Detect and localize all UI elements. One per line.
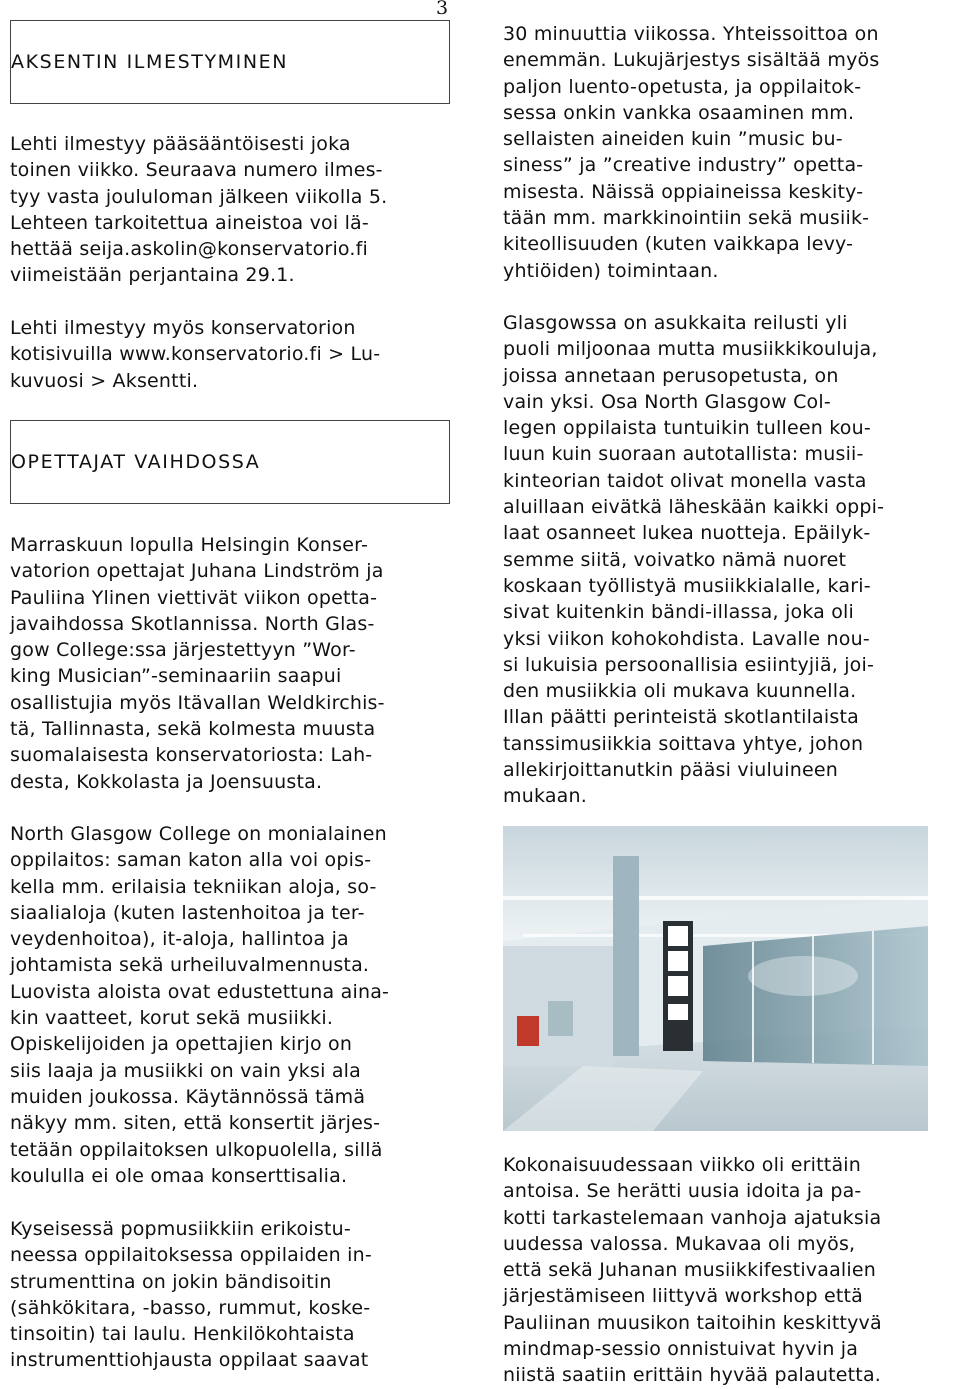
page-number: 3: [436, 0, 449, 19]
heading-box-aksentin-ilmestyminen: [10, 20, 450, 104]
text-line: laat osanneet lukea nuotteja. Epäilyk-: [503, 522, 871, 545]
text-line: siaalialoja (kuten lastenhoitoa ja ter-: [10, 901, 365, 924]
text-line: luun kuin suoraan autotallista: musii-: [503, 443, 864, 466]
text-line: niistä saatiin erittäin hyvää palautetta.: [503, 1364, 882, 1387]
text-line: North Glasgow College on monialainen: [10, 823, 387, 845]
text-line: johtamista sekä urheiluvalmennusta.: [10, 954, 370, 977]
text-line: kotisivuilla www.konservatorio.fi > Lu-: [10, 343, 381, 366]
text-line: aluillaan eivätkä läheskään kaikki oppi-: [503, 496, 885, 519]
text-line: Glasgowssa on asukkaita reilusti yli: [503, 312, 848, 334]
text-line: hettää seija.askolin@konservatorio.fi: [10, 238, 369, 261]
text-line: vain yksi. Osa North Glasgow Col-: [503, 390, 831, 413]
glass-wall: [703, 926, 928, 1066]
text-line: tinsoitin) tai laulu. Henkilökohtaista: [10, 1323, 355, 1346]
text-line: semme siitä, voivatko nämä nuoret: [503, 548, 847, 571]
text-line: veydenhoitoa), it-aloja, hallintoa ja: [10, 928, 349, 951]
text-line: javaihdossa Skotlannissa. North Glas-: [10, 612, 375, 635]
paragraph: [10, 821, 389, 1189]
text-line: viimeistään perjantaina 29.1.: [10, 264, 295, 287]
text-line: gow College:ssa järjestettyyn ”Wor-: [10, 639, 356, 662]
paragraph: [10, 315, 380, 394]
text-line: toinen viikko. Seuraava numero ilmes-: [10, 159, 383, 182]
text-line: Pauliina Ylinen viettivät viikon opetta-: [10, 586, 378, 609]
text-line: sessa onkin vankka osaaminen mm.: [503, 101, 855, 124]
text-line: osallistujia myös Itävallan Weldkirchis-: [10, 691, 385, 714]
text-line: Lehti ilmestyy myös konservatorion: [10, 317, 356, 339]
text-line: antoisa. Se herätti uusia idoita ja pa-: [503, 1180, 862, 1203]
section-heading: OPETTAJAT VAIHDOSSA: [11, 451, 261, 473]
column-pillar: [613, 856, 639, 1056]
text-line: Opiskelijoiden ja opettajien kirjo on: [10, 1033, 353, 1056]
paragraph: [503, 21, 879, 284]
text-line: king Musician”-seminaariin saapui: [10, 665, 342, 688]
text-line: tyy vasta joululoman jälkeen viikolla 5.: [10, 185, 388, 208]
text-line: puoli miljoonaa mutta musiikkikouluja,: [503, 338, 878, 361]
text-line: Pauliinan muusikon taitoihin keskittyvä: [503, 1311, 882, 1334]
red-fire-extinguisher: [517, 1016, 539, 1046]
text-line: mindmap-sessio onnistuivat hyvin ja: [503, 1338, 859, 1361]
text-line: Kokonaisuudessaan viikko oli erittäin: [503, 1154, 862, 1176]
text-line: että sekä Juhanan musiikkifestivaalien: [503, 1259, 877, 1282]
text-line: strumenttina on jokin bändisoitin: [10, 1270, 332, 1293]
text-line: desta, Kokkolasta ja Joensuusta.: [10, 770, 323, 793]
building-interior-photo: [503, 826, 928, 1131]
text-line: si lukuisia persoonallisia esiintyjiä, joi-: [503, 653, 875, 676]
paragraph: [503, 1152, 882, 1389]
paragraph: [503, 310, 884, 810]
text-line: koululla ei ole omaa konserttisalia.: [10, 1164, 348, 1187]
text-line: Luovista aloista ovat edustettuna aina-: [10, 980, 390, 1003]
text-line: tetään oppilaitoksen ulkopuolella, sillä: [10, 1138, 383, 1161]
text-line: kiteollisuuden (kuten vaikkapa levy-: [503, 233, 854, 256]
text-line: kin vaatteet, korut sekä musiikki.: [10, 1007, 334, 1030]
text-line: järjestämiseen liittyvä workshop että: [503, 1285, 864, 1308]
text-line: tään mm. markkinointiin sekä musiik-: [503, 207, 870, 230]
text-line: vatorion opettajat Juhana Lindström ja: [10, 560, 384, 583]
text-line: tä, Tallinnasta, sekä kolmesta muusta: [10, 718, 376, 741]
text-line: neessa oppilaitoksessa oppilaiden in-: [10, 1244, 372, 1267]
text-line: kotti tarkastelemaan vanhoja ajatuksia: [503, 1206, 882, 1229]
text-line: näkyy mm. siten, että konsertit järjes-: [10, 1112, 381, 1135]
text-line: yhtiöiden) toimintaan.: [503, 259, 719, 282]
text-line: paljon luento-opetusta, ja oppilaitok-: [503, 75, 862, 98]
text-line: kuvuosi > Aksentti.: [10, 369, 199, 392]
paragraph: [10, 1216, 372, 1374]
text-line: den musiikkia oli mukava kuunnella.: [503, 680, 857, 703]
text-line: kella mm. erilaisia tekniikan aloja, so-: [10, 875, 377, 898]
text-line: Lehti ilmestyy pääsääntöisesti joka: [10, 133, 351, 155]
text-line: kinteorian taidot olivat monella vasta: [503, 469, 867, 492]
text-line: yksi viikon kohokohdista. Lavalle nou-: [503, 627, 870, 650]
text-line: 30 minuuttia viikossa. Yhteissoittoa on: [503, 23, 879, 45]
text-line: mukaan.: [503, 785, 587, 808]
text-line: suomalaisesta konservatoriosta: Lah-: [10, 744, 373, 767]
text-line: sellaisten aineiden kuin ”music bu-: [503, 128, 843, 151]
text-line: Lehteen tarkoitettua aineistoa voi lä-: [10, 211, 369, 234]
text-line: oppilaitos: saman katon alla voi opis-: [10, 849, 372, 872]
text-line: Kyseisessä popmusiikkiin erikoistu-: [10, 1218, 351, 1240]
text-line: tanssimusiikkia soittava yhtye, johon: [503, 732, 864, 755]
text-line: joissa annetaan perusopetusta, on: [503, 364, 839, 387]
heading-box-opettajat-vaihdossa: [10, 420, 450, 504]
text-line: siness” ja ”creative industry” opetta-: [503, 154, 864, 177]
text-line: misesta. Näissä oppiaineissa keskity-: [503, 180, 864, 203]
text-line: siis laaja ja musiikki on vain yksi ala: [10, 1059, 361, 1082]
paragraph: [10, 131, 387, 289]
section-heading: AKSENTIN ILMESTYMINEN: [11, 51, 289, 73]
text-line: sivat kuitenkin bändi-illassa, joka oli: [503, 601, 855, 624]
text-line: uudessa valossa. Mukavaa oli myös,: [503, 1232, 856, 1255]
text-line: instrumenttiohjausta oppilaat saavat: [10, 1349, 369, 1372]
text-line: muiden joukossa. Käytännössä tämä: [10, 1085, 366, 1108]
text-line: koskaan työllistyä musiikkialalle, kari-: [503, 574, 871, 597]
text-line: enemmän. Lukujärjestys sisältää myös: [503, 49, 880, 72]
photo-illustration: [503, 826, 928, 1131]
text-line: legen oppilaista tuntuikin tulleen kou-: [503, 417, 871, 440]
text-line: Illan päätti perinteistä skotlantilaista: [503, 706, 859, 729]
paragraph: [10, 532, 385, 795]
text-line: Marraskuun lopulla Helsingin Konser-: [10, 534, 369, 556]
text-line: (sähkökitara, -basso, rummut, koske-: [10, 1296, 371, 1319]
text-line: allekirjoittanutkin pääsi viuluineen: [503, 759, 838, 782]
